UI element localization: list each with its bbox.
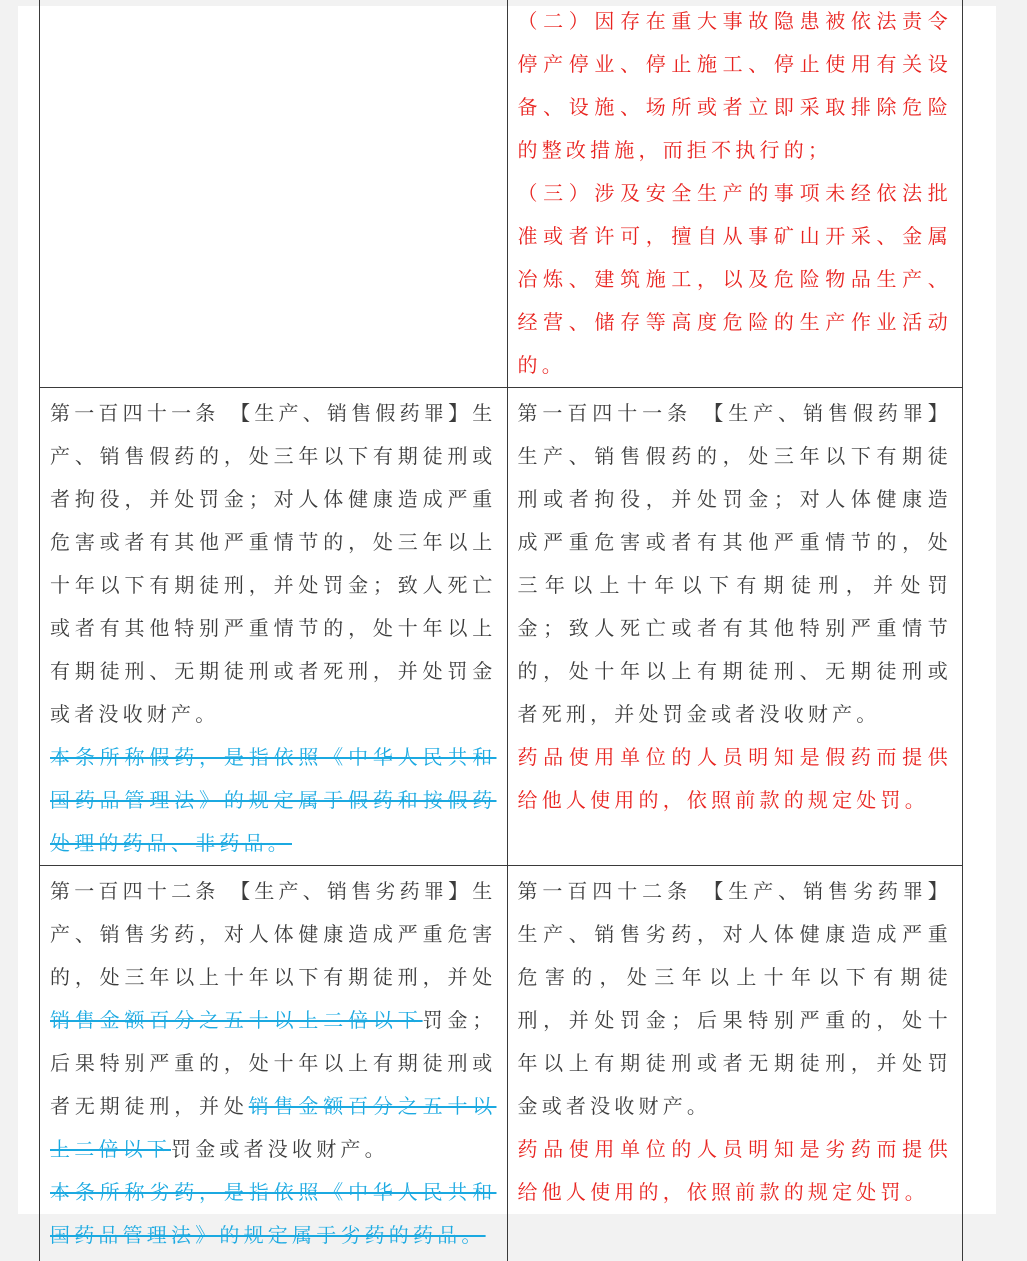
paragraph: [518, 736, 953, 822]
paragraph: [50, 1171, 497, 1257]
text-segment: 罚金；后果特别严重的，处十年以上有期徒刑或者无期徒刑，并处: [50, 1008, 497, 1118]
paragraph: [518, 172, 953, 387]
paragraph: [50, 870, 497, 1171]
added-text: 药品使用单位的人员明知是假药而提供给他人使用的，依照前款的规定处罚。: [517, 745, 952, 812]
paragraph: [518, 0, 953, 172]
deleted-text: 本条所称劣药，是指依照《中华人民共和国药品管理法》的规定属于劣药的药品。: [50, 1180, 497, 1247]
table-row: [40, 0, 963, 388]
paragraph: [50, 392, 497, 736]
paragraph: [518, 1128, 953, 1214]
paragraph: [518, 870, 953, 1128]
text-segment: 第一百四十二条 【生产、销售劣药罪】生产、销售劣药，对人体健康造成严重危害的，处三年以上十年以下有期徒刑，并处: [50, 879, 497, 989]
comparison-table: [39, 0, 963, 1261]
amended-text-cell: [507, 388, 963, 866]
amended-text-cell: [507, 866, 963, 1261]
paragraph: [518, 392, 953, 736]
deleted-text: 本条所称假药，是指依照《中华人民共和国药品管理法》的规定属于假药和按假药处理的药品、非药品。: [50, 745, 497, 855]
table-row: [40, 866, 963, 1261]
deleted-text: 销售金额百分之五十以上二倍以下: [50, 1008, 423, 1032]
added-text: （二）因存在重大事故隐患被依法责令停产停业、停止施工、停止使用有关设备、设施、场所或者立即采取排除危险的整改措施，而拒不执行的；: [517, 9, 952, 162]
text-segment: 第一百四十一条 【生产、销售假药罪】生产、销售假药的，处三年以下有期徒刑或者拘役，并处罚金；对人体健康造成严重危害或者有其他严重情节的，处三年以上十年以下有期徒刑，并处罚金；致人死亡或者有其他特别严重情节的，处十年以上有期徒刑、无期徒刑或者死刑，并处罚金或者没收财产。: [517, 401, 952, 726]
text-segment: 第一百四十二条 【生产、销售劣药罪】生产、销售劣药，对人体健康造成严重危害的，处三年以上十年以下有期徒刑，并处罚金；后果特别严重的，处十年以上有期徒刑或者无期徒刑，并处罚金或者没收财产。: [517, 879, 952, 1118]
added-text: （三）涉及安全生产的事项未经依法批准或者许可，擅自从事矿山开采、金属冶炼、建筑施工，以及危险物品生产、经营、储存等高度危险的生产作业活动的。: [517, 181, 952, 377]
table-row: [40, 388, 963, 866]
deleted-text: 销售金额百分之五十以上二倍以下: [50, 1094, 497, 1161]
text-segment: 第一百四十一条 【生产、销售假药罪】生产、销售假药的，处三年以下有期徒刑或者拘役，并处罚金；对人体健康造成严重危害或者有其他严重情节的，处三年以上十年以下有期徒刑，并处罚金；致人死亡或者有其他特别严重情节的，处十年以上有期徒刑、无期徒刑或者死刑，并处罚金或者没收财产。: [50, 401, 497, 726]
text-segment: 罚金或者没收财产。: [171, 1137, 389, 1161]
paragraph: [50, 736, 497, 865]
amended-text-cell: [507, 0, 963, 388]
original-text-cell: [40, 866, 508, 1261]
original-text-cell: [40, 0, 508, 388]
added-text: 药品使用单位的人员明知是劣药而提供给他人使用的，依照前款的规定处罚。: [517, 1137, 952, 1204]
original-text-cell: [40, 388, 508, 866]
